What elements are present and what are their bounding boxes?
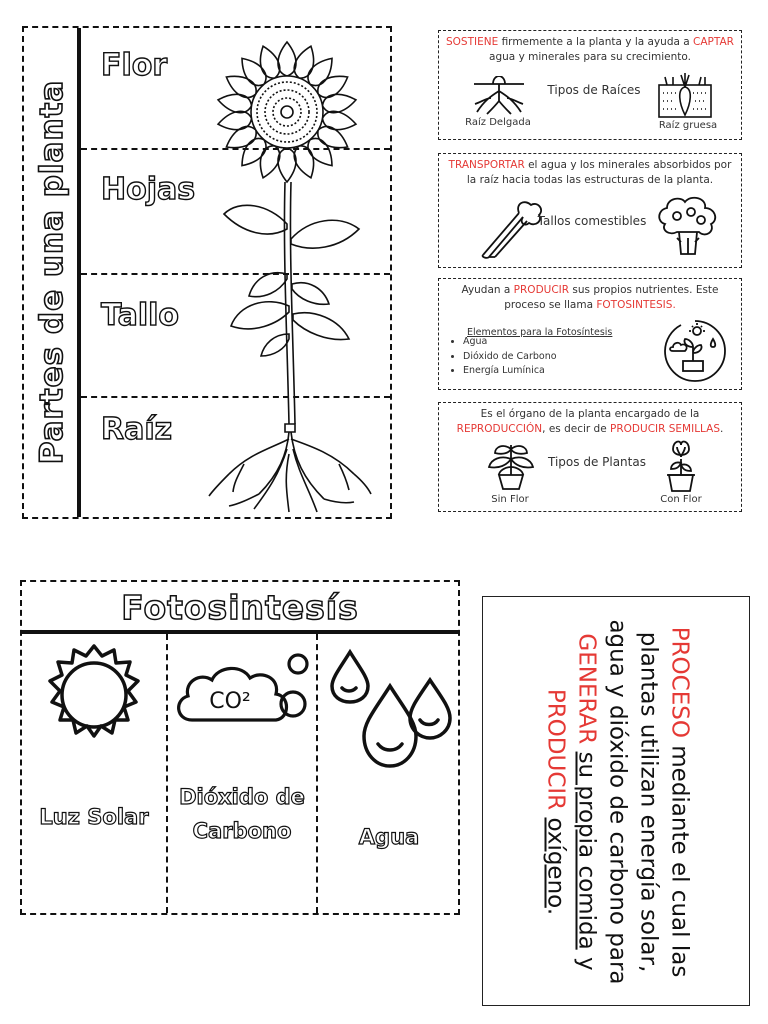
broccoli-icon [653,194,723,259]
co2-label: CO² [209,689,251,714]
photosynthesis-icon [661,317,729,385]
keyword-proceso: PROCESO [666,626,693,738]
plant-with-flower-icon [663,439,699,493]
list-item: • Energía Lumínica [463,364,557,379]
sunflower-illustration [199,34,374,514]
plant-without-flower-caption: Sin Flor [491,494,529,505]
flower-text: , es decir de [542,423,611,435]
roots-keyword-sostiene: SOSTIENE [446,36,499,48]
list-item: • Agua [463,335,557,350]
flower-text: Es el órgano de la planta encargado de la [480,408,700,420]
roots-card [438,30,742,140]
plant-without-flower-icon [481,441,541,491]
leaves-keyword-fotosintesis: FOTOSINTESIS. [596,299,676,311]
leaves-description [445,283,735,313]
definition-text: . [542,907,569,916]
sunlight-label: Luz Solar [39,805,149,829]
flower-text: . [720,423,724,435]
stems-text: el agua y los minerales absorbidos por la raíz hacia todas las estructuras de la planta. [466,159,732,186]
definition-text: mediante el cual las plantas utilizan energía solar, agua y dióxido de carbono para [604,619,693,985]
definition-text: y [573,949,600,971]
thick-root-caption: Raíz gruesa [658,120,718,131]
flower-description [445,407,735,437]
flower-keyword-producir-semillas: PRODUCIR SEMILLAS [610,423,720,435]
co2-label-text: Dióxido de Carbono [179,785,305,843]
co2-cloud-icon [172,650,312,745]
section-label-raiz: Raíz [101,412,173,447]
water-label: Agua [358,825,420,849]
photosynthesis-definition-card [482,596,750,1006]
definition-text [574,744,600,751]
keyword-generar: GENERAR [573,633,600,745]
title-divider [22,630,458,634]
stems-center-label: Tallos comestibles [537,214,647,228]
photosynthesis-elements-box [20,580,460,915]
foldable-spine [24,28,81,517]
section-label-flor: Flor [101,48,168,83]
section-label-tallo: Tallo [101,298,180,333]
section-label-hojas: Hojas [101,172,196,207]
roots-description [445,35,735,65]
column-divider [166,634,168,913]
water-drops-icon [322,646,457,776]
stems-description [445,158,735,188]
column-divider [316,634,318,913]
flower-card [438,402,742,512]
leaves-card [438,278,742,390]
roots-text: agua y minerales para su crecimiento. [489,51,691,63]
elements-list [439,335,557,379]
roots-text: firmemente a la planta y la ayuda a [498,36,694,48]
roots-keyword-captar: CAPTAR [693,36,734,48]
list-item: • Dióxido de Carbono [463,350,557,365]
thick-root-icon [657,71,713,119]
underlined-oxygen: oxígeno [542,817,569,908]
flower-center-label: Tipos de Plantas [548,455,646,469]
leaves-text: sus propios nutrientes. Este proceso se llama [504,284,719,311]
stems-keyword-transportar: TRANSPORTAR [448,159,525,171]
flower-keyword-reproduccion: REPRODUCCIÓN [456,423,543,435]
roots-center-label: Tipos de Raíces [547,83,641,97]
stems-card [438,153,742,268]
celery-icon [475,199,545,259]
sun-icon [32,640,156,750]
photosynthesis-definition [540,607,695,997]
leaves-keyword-producir: PRODUCIR [513,284,570,296]
thin-root-icon [469,76,529,116]
thin-root-caption: Raíz Delgada [465,117,531,128]
elements-list-title: Elementos para la Fotosíntesis [467,327,613,338]
foldable-title: Partes de una planta [34,79,70,465]
photosynthesis-title: Fotosintesís [121,588,359,627]
keyword-producir: PRODUCIR [542,688,569,811]
plant-with-flower-caption: Con Flor [660,494,702,505]
leaves-text: Ayudan a [461,284,514,296]
underlined-own-food: su propia comida [573,751,600,950]
plant-parts-foldable [22,26,392,519]
